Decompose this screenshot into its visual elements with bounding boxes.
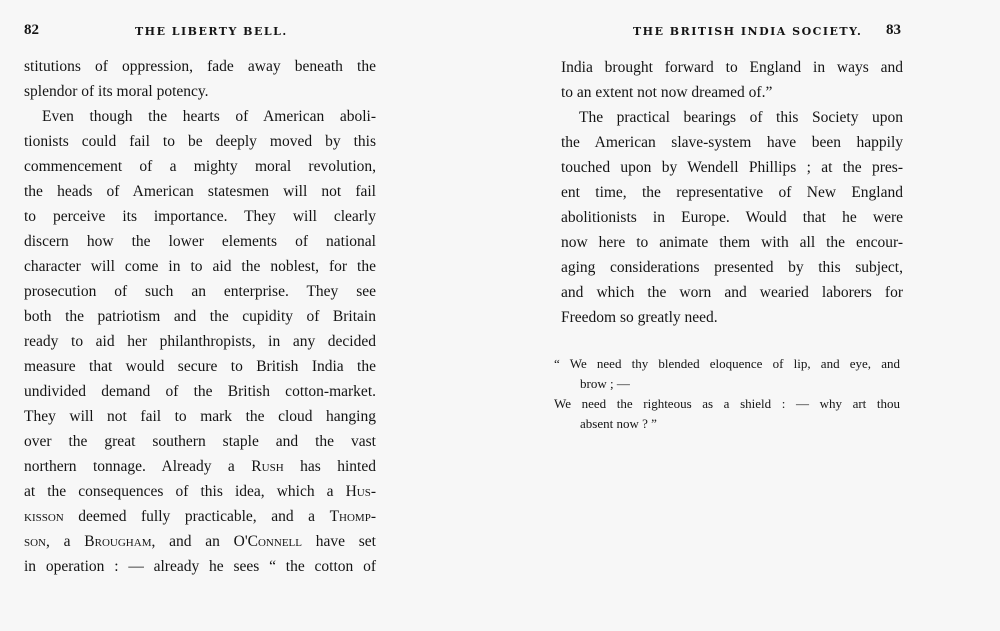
text-line: The practical bearings of this Society upon: [579, 109, 903, 126]
left-body-text: [24, 54, 376, 579]
right-page: [500, 0, 1000, 631]
small-caps-name: Hus-: [345, 483, 376, 500]
text-line: Freedom so greatly need.: [561, 309, 718, 326]
quote-line: We need the righteous as a shield : — why art thou: [554, 396, 900, 411]
quote-line: absent now ? ”: [580, 416, 657, 431]
small-caps-name: kisson: [24, 508, 64, 525]
text-line: son, a Brougham, and an O'Connell have set: [24, 533, 376, 550]
text-line: over the great southern staple and the vast: [24, 433, 376, 450]
small-caps-name: son: [24, 533, 47, 550]
text-line: Even though the hearts of American aboli-: [42, 108, 376, 125]
text-line: and which the worn and wearied laborers for: [561, 284, 903, 301]
running-head-left: THE LIBERTY BELL.: [135, 25, 288, 38]
text-line: measure that would secure to British India the: [24, 358, 376, 375]
text-line: touched upon by Wendell Phillips ; at the pres-: [561, 159, 903, 176]
right-body-text: [561, 55, 903, 330]
quote-line: brow ; —: [580, 376, 630, 391]
text-line: northern tonnage. Already a Rush has hinted: [24, 458, 376, 475]
text-line: abolitionists in Europe. Would that he were: [561, 209, 903, 226]
text-line: now here to animate them with all the encour-: [561, 234, 903, 251]
text-line: character will come in to aid the noblest, for the: [24, 258, 376, 275]
text-line: kisson deemed fully practicable, and a Thomp-: [24, 508, 376, 525]
text-line: They will not fail to mark the cloud hanging: [24, 408, 376, 425]
text-line: India brought forward to England in ways and: [561, 59, 903, 76]
text-line: in operation : — already he sees “ the cotton of: [24, 558, 376, 575]
small-caps-name: Brougham: [84, 533, 152, 550]
text-line: commencement of a mighty moral revolution,: [24, 158, 376, 175]
text-line: undivided demand of the British cotton-market.: [24, 383, 376, 400]
text-line: at the consequences of this idea, which a Hus-: [24, 483, 376, 500]
text-line: splendor of its moral potency.: [24, 83, 209, 100]
text-line: the American slave-system have been happily: [561, 134, 903, 151]
text-line: prosecution of such an enterprise. They see: [24, 283, 376, 300]
text-line: to an extent not now dreamed of.”: [561, 84, 773, 101]
page-number-right: 83: [886, 22, 901, 38]
text-line: stitutions of oppression, fade away beneath the: [24, 58, 376, 75]
left-page: [0, 0, 490, 631]
small-caps-name: O'Connell: [233, 533, 302, 550]
text-line: ready to aid her philanthropists, in any decided: [24, 333, 376, 350]
quote-line: “ We need thy blended eloquence of lip, and eye, and: [554, 356, 900, 371]
running-head-right: THE BRITISH INDIA SOCIETY.: [633, 25, 863, 38]
text-line: both the patriotism and the cupidity of Britain: [24, 308, 376, 325]
text-line: ent time, the representative of New England: [561, 184, 903, 201]
page-number-left: 82: [24, 22, 39, 38]
small-caps-name: Thomp-: [329, 508, 376, 525]
small-caps-name: Rush: [251, 458, 284, 475]
text-line: aging considerations presented by this subject,: [561, 259, 903, 276]
text-line: the heads of American statesmen will not fail: [24, 183, 376, 200]
verse-quote: [554, 354, 900, 434]
text-line: tionists could fail to be deeply moved by this: [24, 133, 376, 150]
text-line: discern how the lower elements of national: [24, 233, 376, 250]
text-line: to perceive its importance. They will clearly: [24, 208, 376, 225]
